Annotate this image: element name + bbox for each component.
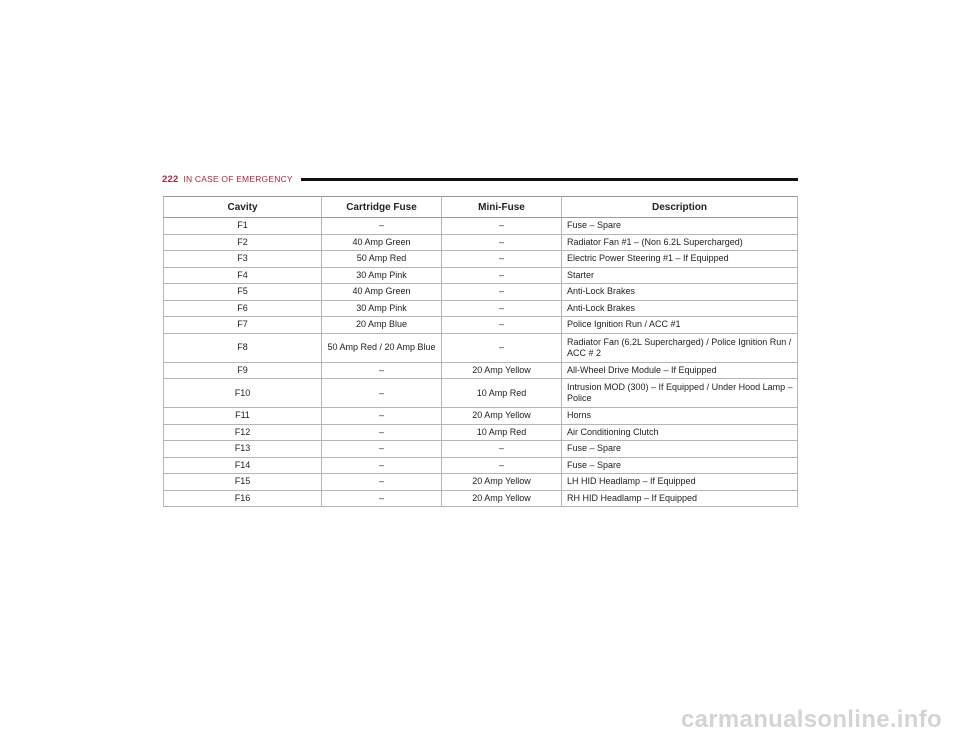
table-row <box>164 424 798 441</box>
cell-mini-fuse: 20 Amp Yellow <box>442 362 562 379</box>
cell-cartridge-fuse: – <box>322 362 442 379</box>
cell-cavity: F9 <box>164 362 322 379</box>
cell-mini-fuse: – <box>442 441 562 458</box>
cell-description: Fuse – Spare <box>562 218 798 235</box>
table-row <box>164 251 798 268</box>
cell-description: Police Ignition Run / ACC #1 <box>562 317 798 334</box>
table-row <box>164 379 798 408</box>
cell-cartridge-fuse: 40 Amp Green <box>322 284 442 301</box>
cell-cartridge-fuse: – <box>322 441 442 458</box>
cell-cartridge-fuse: – <box>322 457 442 474</box>
cell-mini-fuse: 20 Amp Yellow <box>442 474 562 491</box>
cell-cartridge-fuse: 30 Amp Pink <box>322 267 442 284</box>
column-header-cartridge-fuse: Cartridge Fuse <box>322 197 442 218</box>
cell-cartridge-fuse: 30 Amp Pink <box>322 300 442 317</box>
table-row <box>164 408 798 425</box>
cell-mini-fuse: 20 Amp Yellow <box>442 490 562 507</box>
cell-cartridge-fuse: – <box>322 474 442 491</box>
cell-description: Radiator Fan (6.2L Supercharged) / Police Ignition Run / ACC # 2 <box>562 333 798 362</box>
section-title: IN CASE OF EMERGENCY <box>183 174 293 184</box>
cell-cavity: F1 <box>164 218 322 235</box>
table-row <box>164 300 798 317</box>
table-header-row <box>164 197 798 218</box>
cell-cartridge-fuse: 20 Amp Blue <box>322 317 442 334</box>
cell-mini-fuse: – <box>442 218 562 235</box>
table-row <box>164 474 798 491</box>
cell-mini-fuse: – <box>442 251 562 268</box>
cell-cavity: F11 <box>164 408 322 425</box>
column-header-description: Description <box>562 197 798 218</box>
cell-description: Fuse – Spare <box>562 441 798 458</box>
column-header-mini-fuse: Mini-Fuse <box>442 197 562 218</box>
cell-description: Anti-Lock Brakes <box>562 300 798 317</box>
cell-mini-fuse: – <box>442 300 562 317</box>
table-row <box>164 441 798 458</box>
cell-description: Fuse – Spare <box>562 457 798 474</box>
cell-cavity: F12 <box>164 424 322 441</box>
cell-cavity: F8 <box>164 333 322 362</box>
fuse-table <box>163 196 798 507</box>
table-row <box>164 284 798 301</box>
cell-cavity: F16 <box>164 490 322 507</box>
cell-mini-fuse: – <box>442 457 562 474</box>
header-rule <box>301 178 798 181</box>
cell-mini-fuse: – <box>442 317 562 334</box>
cell-description: Electric Power Steering #1 – If Equipped <box>562 251 798 268</box>
cell-cartridge-fuse: 40 Amp Green <box>322 234 442 251</box>
cell-mini-fuse: – <box>442 234 562 251</box>
cell-cartridge-fuse: – <box>322 490 442 507</box>
cell-cartridge-fuse: 50 Amp Red / 20 Amp Blue <box>322 333 442 362</box>
table-row <box>164 362 798 379</box>
cell-cartridge-fuse: – <box>322 408 442 425</box>
cell-description: LH HID Headlamp – If Equipped <box>562 474 798 491</box>
cell-cartridge-fuse: 50 Amp Red <box>322 251 442 268</box>
cell-cavity: F13 <box>164 441 322 458</box>
cell-mini-fuse: 10 Amp Red <box>442 379 562 408</box>
table-row <box>164 218 798 235</box>
cell-cartridge-fuse: – <box>322 379 442 408</box>
cell-cavity: F14 <box>164 457 322 474</box>
watermark: carmanualsonline.info <box>680 706 942 733</box>
cell-cavity: F2 <box>164 234 322 251</box>
cell-mini-fuse: – <box>442 284 562 301</box>
table-row <box>164 234 798 251</box>
cell-cartridge-fuse: – <box>322 424 442 441</box>
cell-description: Horns <box>562 408 798 425</box>
table-row <box>164 267 798 284</box>
column-header-cavity: Cavity <box>164 197 322 218</box>
table-row <box>164 317 798 334</box>
cell-description: Anti-Lock Brakes <box>562 284 798 301</box>
table-row <box>164 457 798 474</box>
cell-description: Intrusion MOD (300) – If Equipped / Under Hood Lamp – Police <box>562 379 798 408</box>
table-row <box>164 333 798 362</box>
cell-cavity: F3 <box>164 251 322 268</box>
cell-cavity: F6 <box>164 300 322 317</box>
cell-mini-fuse: 20 Amp Yellow <box>442 408 562 425</box>
table-row <box>164 490 798 507</box>
cell-mini-fuse: – <box>442 333 562 362</box>
cell-mini-fuse: – <box>442 267 562 284</box>
cell-description: RH HID Headlamp – If Equipped <box>562 490 798 507</box>
cell-cavity: F10 <box>164 379 322 408</box>
cell-cavity: F4 <box>164 267 322 284</box>
cell-description: Starter <box>562 267 798 284</box>
cell-description: Air Conditioning Clutch <box>562 424 798 441</box>
cell-cartridge-fuse: – <box>322 218 442 235</box>
cell-description: All-Wheel Drive Module – If Equipped <box>562 362 798 379</box>
page-number: 222 <box>162 173 179 185</box>
cell-description: Radiator Fan #1 – (Non 6.2L Supercharged) <box>562 234 798 251</box>
cell-cavity: F5 <box>164 284 322 301</box>
page-header <box>162 172 798 186</box>
cell-cavity: F7 <box>164 317 322 334</box>
cell-cavity: F15 <box>164 474 322 491</box>
cell-mini-fuse: 10 Amp Red <box>442 424 562 441</box>
